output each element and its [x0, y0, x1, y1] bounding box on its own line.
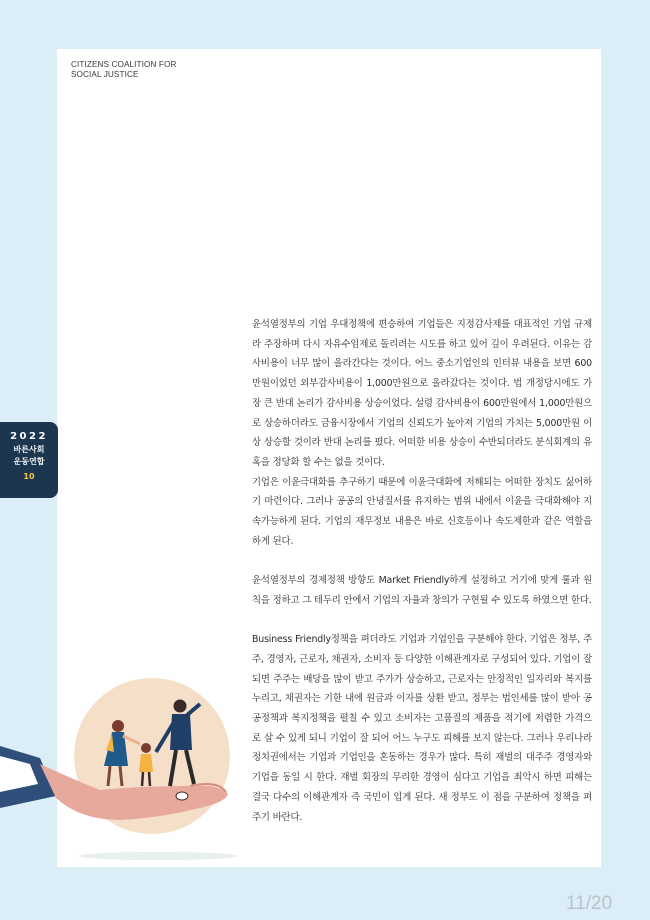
side-tab	[0, 422, 58, 498]
paragraph-gap	[252, 611, 592, 631]
child-body	[139, 754, 153, 772]
org-line-1: CITIZENS COALITION FOR	[71, 60, 177, 69]
man-jacket	[170, 714, 192, 750]
woman-leg	[108, 766, 110, 786]
side-tab-name-line-1: 바른사회	[13, 445, 45, 454]
child-leg	[149, 772, 150, 786]
side-tab-name	[0, 444, 58, 468]
side-tab-number: 10	[23, 472, 35, 481]
shadow	[78, 852, 238, 860]
woman-leg	[120, 766, 122, 786]
page-number: 11/20	[566, 893, 613, 914]
paragraph-2: 기업은 이윤극대화를 추구하기 때문에 이윤극대화에 저해되는 어떠한 장치도 싫어하기 마련이다. 그러나 공공의 안녕질서를 유지하는 범위 내에서 이윤을 극대화해야 지속가능하게 된다. 기업의 재무정보 내용은 바로 신호등이나 속도제한과 같은 역할을 하게 된다.	[252, 476, 592, 547]
paragraph-gap	[252, 551, 592, 571]
side-tab-name-line-2: 운동연합	[13, 457, 45, 466]
paragraph-4: Business Friendly정책을 펴더라도 기업과 기업인을 구분해야 한다. 기업은 정부, 주주, 경영자, 근로자, 채권자, 소비자 등 다양한 이해관계자로 구성되어 있다. 기업이 잘 되면 주주는 배당을 많이 받고 주가가 상승하고, 근로자는 안정적인 일자리와 복지를 누리고, 채권자는 기한 내에 원금과 이자를 상환 받고, 정부는 법인세를 많이 받아 공공정책과 복지정책을 펼칠 수 있고 소비자는 고품질의 제품을 적기에 저렴한 가격으로 살 수 있게 되니 기업이 잘 되어 어느 누구도 피해를 보지 않는다. 그러나 우리나라 정치권에서는 기업과 기업인을 혼동하는 경우가 많다. 특히 재벌의 대주주 경영자와 기업을 동일 시 한다. 재벌 회장의 무리한 경영이 심다고 기업을 죄악시 하면 피해는 결국 다수의 이해관계자 즉 국민이 입게 된다. 새 정부도 이 점을 구분하여 정책을 펴 주기 바란다.	[252, 634, 592, 823]
side-tab-year: 2022	[10, 431, 48, 442]
paragraph-3: 윤석열정부의 경제정책 방향도 Market Friendly하게 설정하고 거기에 맞게 룰과 원칙을 정하고 그 테두리 안에서 기업의 자율과 창의가 구현될 수 있도록 하였으면 한다.	[252, 575, 592, 606]
child-leg	[142, 772, 143, 786]
man-head	[174, 700, 187, 713]
family-on-hand-illustration	[0, 668, 250, 868]
organization-name	[71, 60, 176, 80]
dog-icon	[176, 792, 188, 800]
paragraph-1: 윤석열정부의 기업 우대정책에 편승하여 기업들은 지정감사제를 대표적인 기업 규제라 주장하며 다시 자유수임제로 돌리려는 시도를 하고 있어 깊이 우려된다. 이유는 감사비용이 너무 많이 올라간다는 것이다. 어느 중소기업인의 인터뷰 내용을 보면 600만원이었던 외부감사비용이 1,000만원으로 올라갔다는 것이다. 법 개정당시에도 가장 큰 반대 논리가 감사비용 상승이었다. 설령 감사비용이 600만원에서 1,000만원으로 상승하더라도 금융시장에서 기업의 신뢰도가 높아져 기업의 가치는 5,000만원 이상 상승할 것이라 반대 논리를 폈다. 어떠한 비용 상승이 수반되더라도 분식회계의 유혹을 정당화 할 수는 없을 것이다.	[252, 319, 592, 468]
article-body	[252, 315, 592, 827]
org-line-2: SOCIAL JUSTICE	[71, 70, 139, 79]
woman-head	[112, 720, 124, 732]
child-head	[141, 743, 151, 753]
